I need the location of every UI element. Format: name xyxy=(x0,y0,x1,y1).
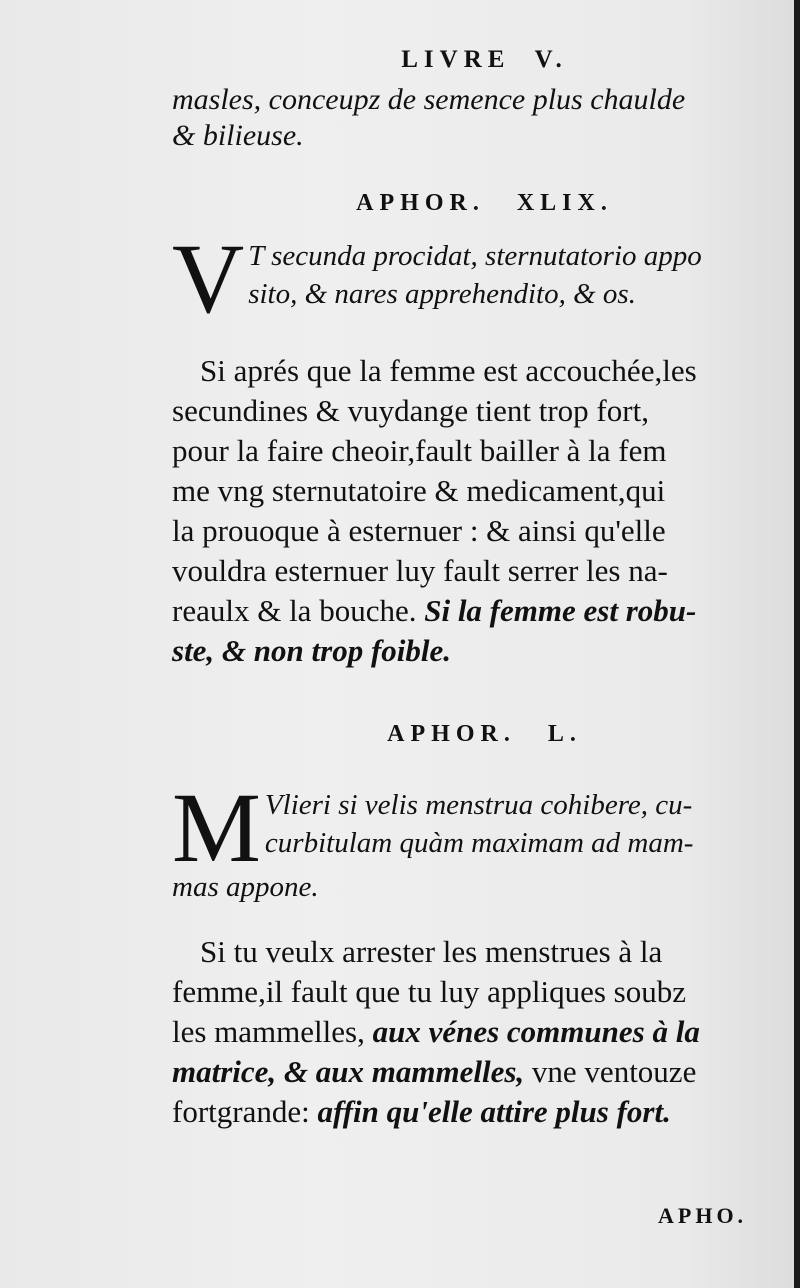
french-text: fortgrande: xyxy=(172,1094,310,1129)
french-text: les mammelles, xyxy=(172,1014,365,1049)
french-italic-text: ste, & non trop foible. xyxy=(172,633,452,668)
header-title: LIVRE xyxy=(401,46,511,73)
aphorism-heading-label: APHOR. xyxy=(387,721,516,747)
french-line xyxy=(172,1092,767,1132)
french-italic-text: affin qu'elle attire plus fort. xyxy=(317,1094,671,1129)
aphorism-heading-label: APHOR. xyxy=(356,190,485,216)
french-line: femme,il fault que tu luy appliques soubz xyxy=(172,974,686,1009)
aphorism-heading-number: L. xyxy=(547,721,582,747)
latin-line: sito, & nares apprehendito, & os. xyxy=(248,278,636,310)
continuation-line: & bilieuse. xyxy=(172,119,304,152)
running-header xyxy=(202,40,767,80)
french-italic-text: matrice, & aux mammelles, xyxy=(172,1054,525,1089)
french-commentary xyxy=(172,932,767,1132)
catchword: APHO. xyxy=(658,1203,748,1228)
french-line: pour la faire cheoir,fault bailler à la fem xyxy=(172,433,667,468)
latin-aphorism xyxy=(172,772,767,906)
latin-line: T secunda procidat, sternutatorio appo xyxy=(248,240,702,272)
aphorism-heading xyxy=(202,721,767,748)
latin-line: mas appone. xyxy=(172,871,319,903)
header-number: V. xyxy=(534,46,568,73)
french-line xyxy=(172,591,767,631)
french-italic-text: Si la femme est robu- xyxy=(424,593,697,628)
french-line xyxy=(172,1052,767,1092)
french-line xyxy=(172,1012,767,1052)
french-commentary xyxy=(172,351,767,671)
french-line: Si tu veulx arrester les menstrues à la xyxy=(200,934,663,969)
continuation-text xyxy=(172,82,767,154)
page-content xyxy=(172,40,767,1132)
french-line: secundines & vuydange tient trop fort, xyxy=(172,393,649,428)
latin-aphorism xyxy=(172,223,767,334)
french-line: Si aprés que la femme est accouchée,les xyxy=(200,353,697,388)
french-line: me vng sternutatoire & medicament,qui xyxy=(172,473,666,508)
drop-cap: M xyxy=(172,772,261,883)
latin-line: Vlieri si velis menstrua cohibere, cu- xyxy=(264,789,693,821)
french-line xyxy=(172,631,767,671)
french-text: vne ventouze xyxy=(531,1054,697,1089)
page-edge-shadow xyxy=(794,0,800,1288)
french-text: reaulx & la bouche. xyxy=(172,593,417,628)
french-line: vouldra esternuer luy fault serrer les na- xyxy=(172,553,668,588)
french-italic-text: aux vénes communes à la xyxy=(372,1014,700,1049)
aphorism-heading-number: XLIX. xyxy=(516,190,613,216)
continuation-line: masles, conceupz de semence plus chaulde xyxy=(172,83,686,116)
latin-line: curbitulam quàm maximam ad mam- xyxy=(264,827,694,859)
aphorism-heading xyxy=(202,190,767,217)
french-line: la prouoque à esternuer : & ainsi qu'elle xyxy=(172,513,666,548)
drop-cap: V xyxy=(172,223,245,334)
